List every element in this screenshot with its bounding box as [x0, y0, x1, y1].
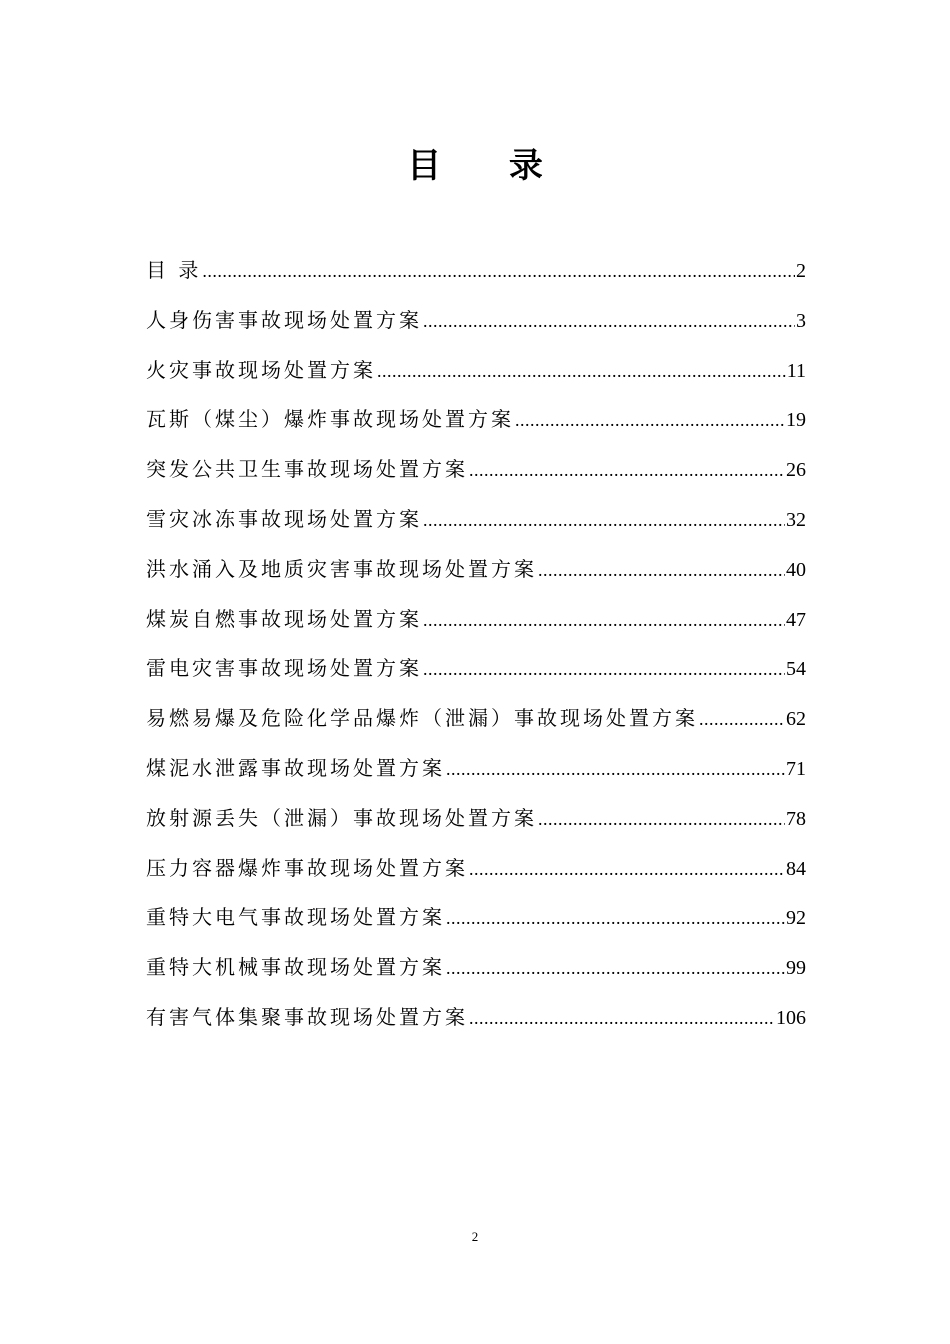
page-title: 目 录 [407, 146, 571, 186]
toc-entry-page: 40 [786, 558, 806, 581]
toc-entry-title: 突发公共卫生事故现场处置方案 [146, 457, 468, 482]
toc-entry[interactable] [146, 549, 806, 599]
toc-entry[interactable] [146, 399, 806, 449]
toc-entry-title: 有害气体集聚事故现场处置方案 [146, 1004, 468, 1029]
toc-entry-page: 106 [776, 1006, 806, 1029]
toc-entry[interactable] [146, 449, 806, 499]
toc-leader-dots [515, 400, 785, 440]
toc-entry-title: 易燃易爆及危险化学品爆炸（泄漏）事故现场处置方案 [146, 706, 698, 731]
toc-entry[interactable] [146, 848, 806, 898]
toc-entry-title: 放射源丢失（泄漏）事故现场处置方案 [146, 805, 537, 830]
toc-leader-dots [538, 799, 785, 839]
toc-entry-title: 雷电灾害事故现场处置方案 [146, 656, 422, 681]
toc-entry-page: 47 [786, 608, 806, 631]
toc-entry-title: 瓦斯（煤尘）爆炸事故现场处置方案 [146, 407, 514, 432]
toc-entry[interactable] [146, 250, 806, 300]
toc-entry-title: 压力容器爆炸事故现场处置方案 [146, 855, 468, 880]
toc-entry-page: 3 [796, 309, 806, 332]
toc-entry-page: 19 [786, 409, 806, 432]
toc-entry[interactable] [146, 897, 806, 947]
toc-leader-dots [423, 301, 795, 341]
toc-entry-title: 重特大电气事故现场处置方案 [146, 905, 445, 930]
toc-entry-title: 火灾事故现场处置方案 [146, 357, 376, 382]
toc-entry[interactable] [146, 499, 806, 549]
toc-entry[interactable] [146, 350, 806, 400]
toc-leader-dots [423, 600, 785, 640]
toc-leader-dots [202, 251, 795, 291]
toc-leader-dots [423, 649, 785, 689]
toc-leader-dots [699, 699, 785, 739]
toc-entry-page: 78 [786, 807, 806, 830]
toc-entry[interactable] [146, 748, 806, 798]
table-of-contents [146, 250, 806, 1047]
page-number: 2 [471, 1229, 479, 1244]
toc-entry-page: 92 [786, 907, 806, 930]
toc-entry-page: 62 [786, 708, 806, 731]
toc-leader-dots [469, 998, 775, 1038]
toc-entry[interactable] [146, 599, 806, 649]
toc-entry-page: 2 [796, 260, 806, 282]
toc-entry-title: 煤泥水泄露事故现场处置方案 [146, 755, 445, 780]
toc-leader-dots [469, 849, 785, 889]
toc-entry-title: 重特大机械事故现场处置方案 [146, 955, 445, 980]
toc-entry-page: 54 [786, 658, 806, 681]
toc-entry-page: 99 [786, 957, 806, 980]
toc-entry-title: 目 录 [146, 258, 202, 282]
toc-leader-dots [423, 500, 785, 540]
toc-leader-dots [446, 898, 785, 938]
toc-entry[interactable] [146, 798, 806, 848]
toc-entry-title: 洪水涌入及地质灾害事故现场处置方案 [146, 556, 537, 581]
toc-entry-page: 32 [786, 508, 806, 531]
toc-entry[interactable] [146, 300, 806, 350]
toc-entry[interactable] [146, 947, 806, 997]
toc-entry[interactable] [146, 648, 806, 698]
toc-leader-dots [377, 351, 786, 391]
toc-entry-title: 煤炭自燃事故现场处置方案 [146, 606, 422, 631]
toc-entry[interactable] [146, 698, 806, 748]
toc-entry-title: 人身伤害事故现场处置方案 [146, 307, 422, 332]
toc-entry-page: 11 [786, 359, 806, 382]
toc-entry[interactable] [146, 997, 806, 1047]
toc-entry-page: 84 [786, 857, 806, 880]
toc-leader-dots [446, 749, 785, 789]
toc-leader-dots [446, 948, 785, 988]
toc-entry-title: 雪灾冰冻事故现场处置方案 [146, 506, 422, 531]
toc-leader-dots [538, 550, 785, 590]
toc-leader-dots [469, 450, 785, 490]
toc-entry-page: 71 [786, 757, 806, 780]
toc-entry-page: 26 [786, 459, 806, 482]
